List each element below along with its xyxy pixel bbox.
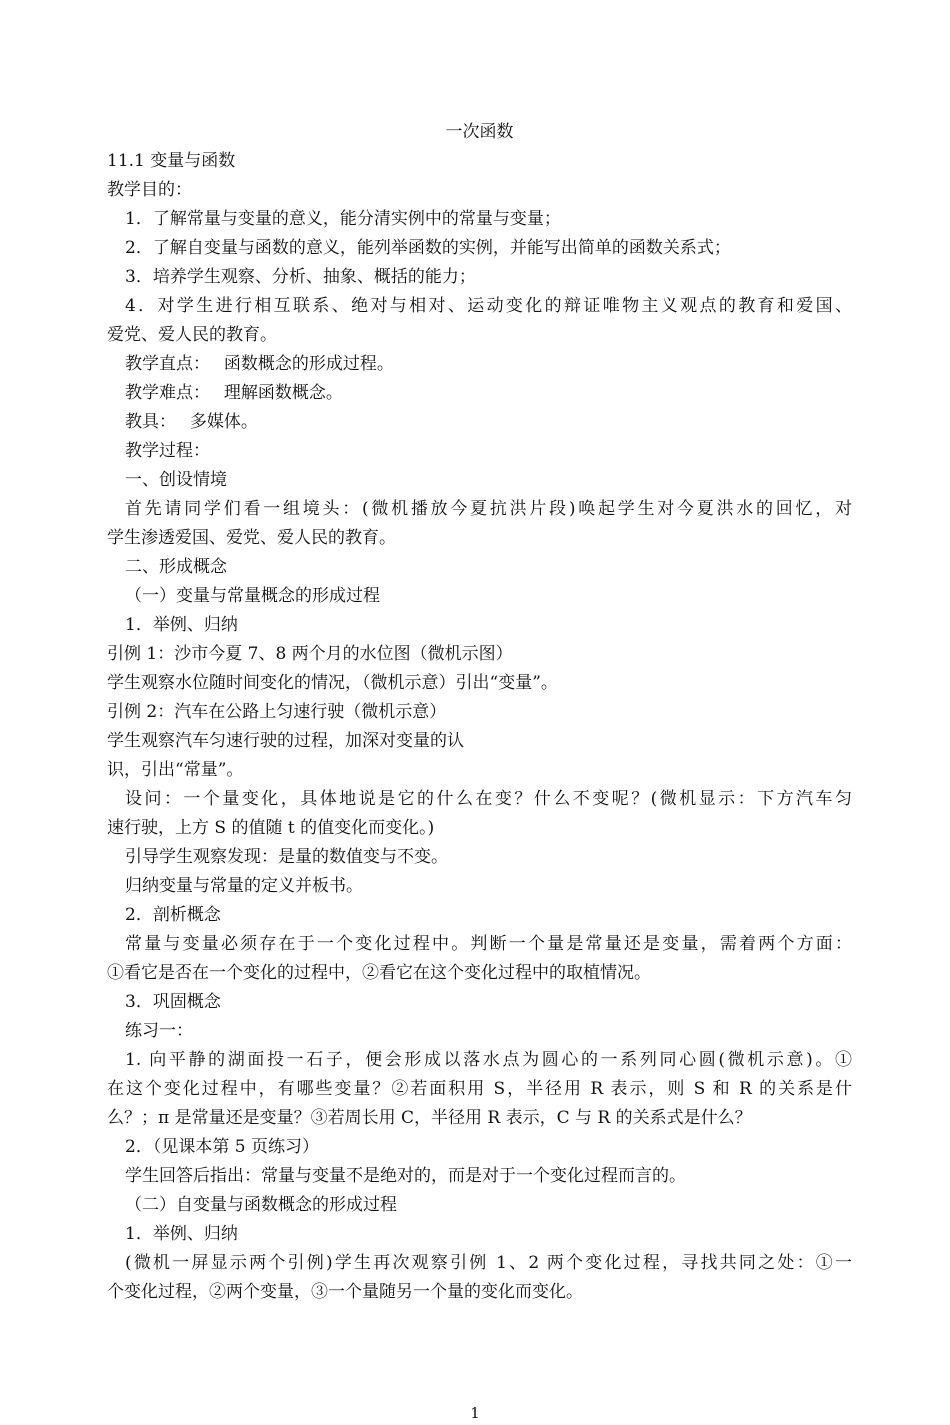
paragraph-line: 常量与变量必须存在于一个变化过程中。判断一个量是常量还是变量，需着两个方面： [125, 934, 852, 954]
paragraph-line: 教学难点： 理解函数概念。 [125, 383, 343, 403]
paragraph-line: 练习一： [125, 1021, 193, 1041]
paragraph-line: 首先请同学们看一组境头：(微机播放今夏抗洪片段)唤起学生对今夏洪水的回忆，对 [125, 499, 852, 519]
paragraph-line: (微机一屏显示两个引例)学生再次观察引例 1、2 两个变化过程，寻找共同之处：①一 [125, 1253, 852, 1273]
document-body [107, 118, 852, 1307]
paragraph-line: （二）自变量与函数概念的形成过程 [125, 1195, 397, 1215]
paragraph-line: 学生回答后指出：常量与变量不是绝对的，而是对于一个变化过程而言的。 [125, 1166, 686, 1186]
document-title: 一次函数 [445, 122, 514, 142]
paragraph-line: 在这个变化过程中，有哪些变量？②若面积用 S，半径用 R 表示，则 S 和 R 的关系是什 [107, 1079, 852, 1099]
paragraph-line: 识，引出“常量”。 [107, 760, 244, 780]
paragraph-line: 教学直点： 函数概念的形成过程。 [125, 354, 394, 374]
paragraph-line: 3．巩固概念 [125, 992, 221, 1012]
paragraph-line: 个变化过程，②两个变量，③一个量随另一个量的变化而变化。 [107, 1282, 583, 1302]
paragraph-line: 速行驶，上方 S 的值随 t 的值变化而变化。) [107, 818, 435, 838]
paragraph-line: 引例 2：汽车在公路上匀速行驶（微机示意） [107, 702, 447, 722]
paragraph-line: 引导学生观察发现：是量的数值变与不变。 [125, 847, 448, 867]
paragraph-line: 2．剖析概念 [125, 905, 221, 925]
paragraph-line: 3．培养学生观察、分析、抽象、概括的能力； [125, 267, 476, 287]
paragraph-line: 1．举例、归纳 [125, 615, 238, 635]
paragraph-line: 4．对学生进行相互联系、绝对与相对、运动变化的辩证唯物主义观点的教育和爱国、 [125, 296, 852, 316]
paragraph-line: （一）变量与常量概念的形成过程 [125, 586, 380, 606]
paragraph-line: 学生观察水位随时间变化的情况，（微机示意）引出“变量”。 [107, 673, 558, 693]
paragraph-line: 教学目的： [107, 180, 192, 200]
paragraph-line: 归纳变量与常量的定义并板书。 [125, 876, 363, 896]
paragraph-line: ①看它是否在一个变化的过程中，②看它在这个变化过程中的取植情况。 [107, 963, 651, 983]
paragraph-line: 1. 向平静的湖面投一石子，便会形成以落水点为圆心的一系列同心圆(微机示意)。① [125, 1050, 852, 1070]
paragraph-line: 学生观察汽车匀速行驶的过程，加深对变量的认 [107, 731, 464, 751]
paragraph-line: 一、创设情境 [125, 470, 227, 490]
paragraph-line: 2．（见课本第 5 页练习） [125, 1137, 319, 1157]
paragraph-line: 1．举例、归纳 [125, 1224, 238, 1244]
paragraph-line: 么？；π 是常量还是变量？③若周长用 C，半径用 R 表示，C 与 R 的关系式是什么？ [107, 1108, 752, 1128]
paragraph-line: 1．了解常量与变量的意义，能分清实例中的常量与变量； [125, 209, 561, 229]
paragraph-line: 学生渗透爱国、爱党、爱人民的教育。 [107, 528, 396, 548]
paragraph-line: 设问：一个量变化，具体地说是它的什么在变？什么不变呢？(微机显示：下方汽车匀 [125, 789, 852, 809]
paragraph-line: 爱党、爱人民的教育。 [107, 325, 277, 345]
section-heading: 11.1 变量与函数 [107, 151, 236, 171]
paragraph-line: 二、形成概念 [125, 557, 227, 577]
paragraph-line: 2．了解自变量与函数的意义，能列举函数的实例，并能写出简单的函数关系式； [125, 238, 731, 258]
paragraph-line: 教具： 多媒体。 [125, 412, 258, 432]
paragraph-line: 引例 1：沙市今夏 7、8 两个月的水位图（微机示图） [107, 644, 513, 664]
page-number: 1 [470, 1404, 480, 1422]
paragraph-line: 教学过程： [125, 441, 210, 461]
